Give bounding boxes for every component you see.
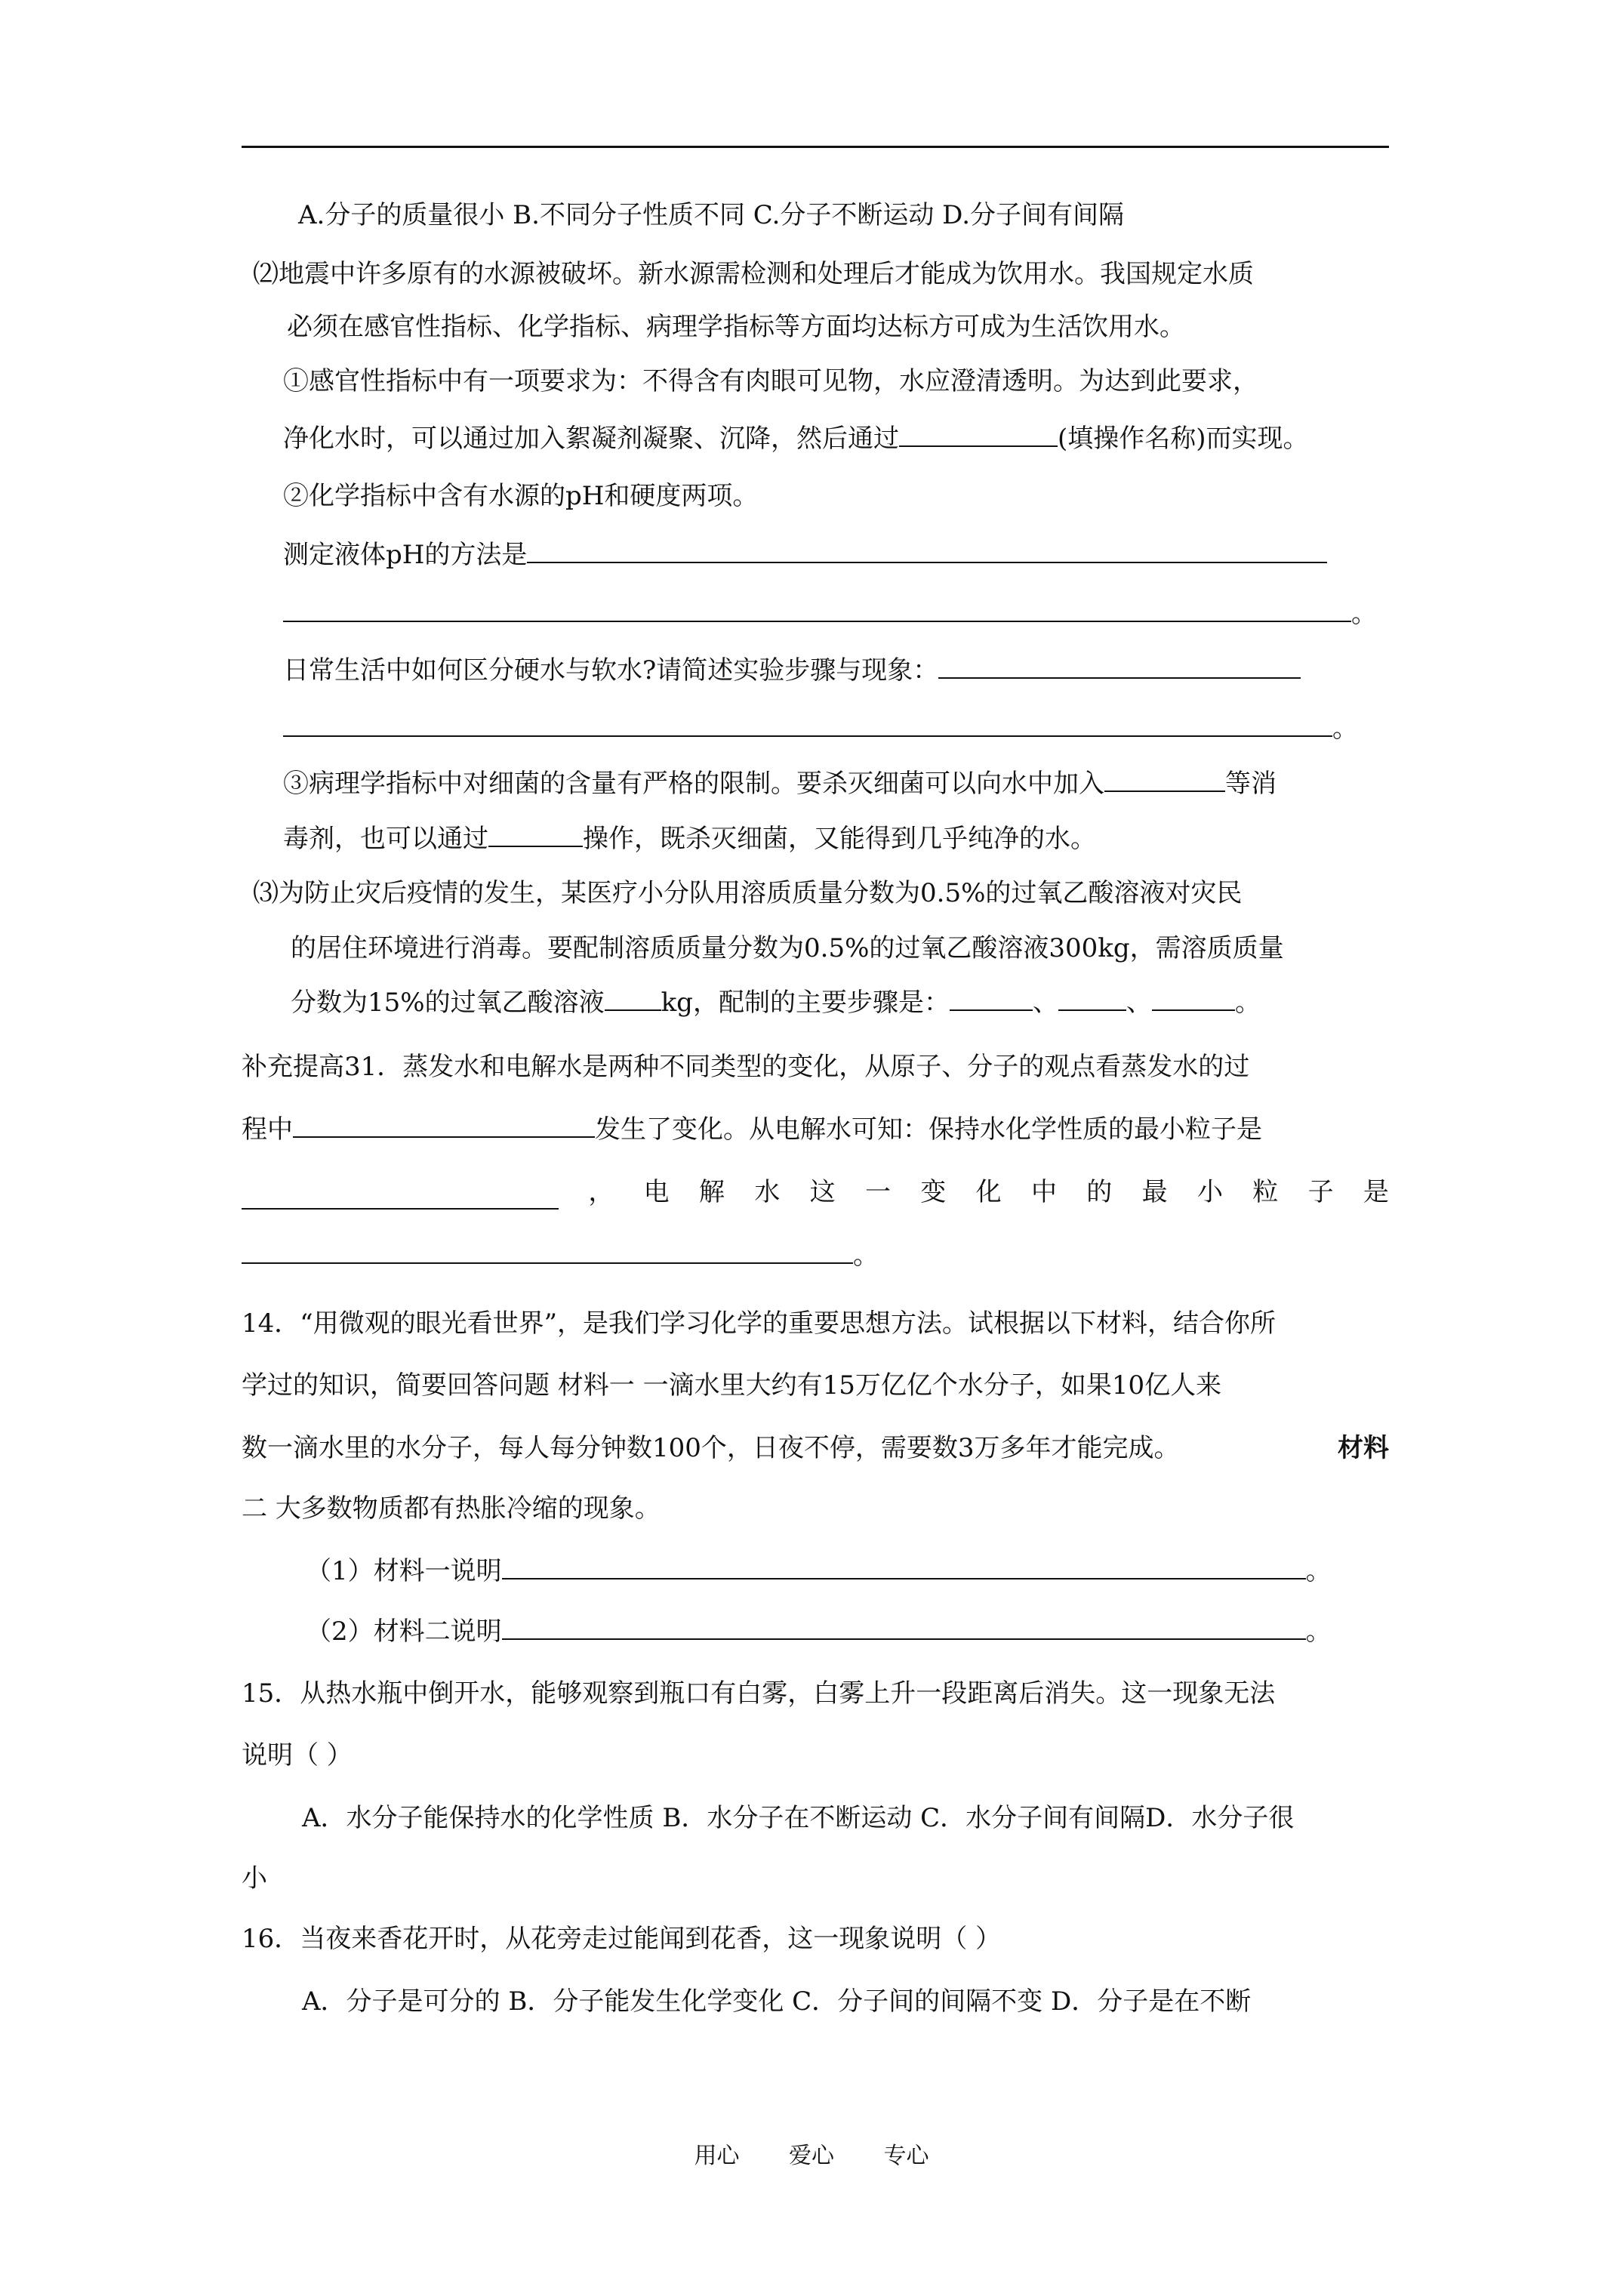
q3-line-2: 的居住环境进行消毒。要配制溶质质量分数为0.5%的过氧乙酸溶液300kg，需溶质质量 xyxy=(291,933,1284,963)
answer-blank-operation[interactable] xyxy=(899,423,1058,447)
q14-sub1-label: （1）材料一说明 xyxy=(306,1556,502,1586)
q2-hardness-line xyxy=(283,653,1301,688)
q2-s3-text-b: 等消 xyxy=(1225,769,1277,799)
prev-choices-line: A.分子的质量很小 B.不同分子性质不同 C.分子不断运动 D.分子间有间隔 xyxy=(298,200,1125,230)
q2-s3-text-a: ③病理学指标中对细菌的含量有严格的限制。要杀灭细菌可以向水中加入 xyxy=(283,769,1104,799)
q31-char: 子 xyxy=(1307,1177,1334,1207)
q14-sub1-end: 。 xyxy=(1305,1556,1332,1586)
q31-char: 小 xyxy=(1196,1177,1223,1207)
q31-end: 。 xyxy=(853,1240,879,1271)
q31-char: 化 xyxy=(975,1177,1002,1207)
answer-blank-hardness-cont[interactable] xyxy=(283,713,1332,737)
q2-hardness-label: 日常生活中如何区分硬水与软水?请简述实验步骤与现象： xyxy=(283,655,939,686)
answer-blank-mass[interactable] xyxy=(605,987,661,1011)
answer-blank-step-3[interactable] xyxy=(1152,987,1235,1011)
answer-blank-material-1[interactable] xyxy=(502,1555,1306,1579)
q2-ph-line-2 xyxy=(283,596,1377,631)
q14-line-1: 14．“用微观的眼光看世界”，是我们学习化学的重要思想方法。试根据以下材料，结合你所 xyxy=(242,1308,1277,1339)
answer-blank-operation-2[interactable] xyxy=(488,823,583,847)
q2-end-mark-2: 。 xyxy=(1332,713,1358,744)
q15-choices: A．水分子能保持水的化学性质 B．水分子在不断运动 C．水分子间有间隔D．水分子很 xyxy=(302,1803,1295,1833)
q14-line-3 xyxy=(242,1431,1389,1465)
q31-char: 这 xyxy=(809,1177,836,1207)
q3-text-b: kg，配制的主要步骤是： xyxy=(661,988,950,1018)
q2-s1-line-1: ①感官性指标中有一项要求为：不得含有肉眼可见物，水应澄清透明。为达到此要求， xyxy=(283,366,1258,396)
answer-blank-disinfectant[interactable] xyxy=(1104,768,1225,792)
answer-blank-evaporation[interactable] xyxy=(293,1114,595,1138)
footer-item: 用心 xyxy=(694,2143,740,2169)
q14-sub-1 xyxy=(306,1554,1332,1589)
q31-char: 电 xyxy=(643,1177,670,1207)
q2-s3-text-c: 毒剂，也可以通过 xyxy=(283,824,488,854)
q2-s1-text-a: 净化水时，可以通过加入絮凝剂凝聚、沉降，然后通过 xyxy=(283,424,899,454)
q16-line-1: 16．当夜来香花开时，从花旁走过能闻到花香，这一现象说明（ ） xyxy=(242,1924,1002,1954)
q2-ph-line xyxy=(283,538,1327,572)
answer-blank-material-2[interactable] xyxy=(502,1616,1306,1640)
q3-line-3 xyxy=(291,985,1261,1020)
q15-line-1: 15．从热水瓶中倒开水，能够观察到瓶口有白雾，白雾上升一段距离后消失。这一现象无法 xyxy=(242,1678,1276,1709)
q3-sep-2: 、 xyxy=(1126,988,1152,1018)
answer-blank-hardness[interactable] xyxy=(938,655,1301,679)
q14-sub2-end: 。 xyxy=(1305,1616,1332,1647)
q2-line-2: 必须在感官性指标、化学指标、病理学指标等方面均达标方可成为生活饮用水。 xyxy=(287,312,1185,342)
q2-end-mark-1: 。 xyxy=(1351,599,1377,629)
answer-blank-smallest-particle[interactable] xyxy=(242,1185,559,1210)
answer-blank-ph-method-cont[interactable] xyxy=(283,598,1351,622)
q2-s1-text-b: (填操作名称)而实现。 xyxy=(1058,424,1309,454)
q14-text-a: 数一滴水里的水分子，每人每分钟数100个，日夜不停，需要数3万多年才能完成。 xyxy=(242,1433,1180,1463)
q15-line-2: 说明（ ） xyxy=(242,1740,353,1771)
q2-hardness-line-2 xyxy=(283,711,1358,746)
answer-blank-step-1[interactable] xyxy=(950,987,1033,1011)
q31-line-3 xyxy=(242,1175,1389,1210)
header-rule xyxy=(242,146,1389,148)
q31-line-1: 补充提高31．蒸发水和电解水是两种不同类型的变化，从原子、分子的观点看蒸发水的过 xyxy=(242,1052,1250,1082)
q31-char: 变 xyxy=(920,1177,947,1207)
q31-char: 是 xyxy=(1363,1177,1389,1207)
answer-blank-step-2[interactable] xyxy=(1058,987,1126,1011)
q2-s1-line-2 xyxy=(283,421,1309,456)
q2-s3-text-d: 操作，既杀灭细菌，又能得到几乎纯净的水。 xyxy=(583,824,1096,854)
q31-char: 水 xyxy=(754,1177,781,1207)
q2-s2-line: ②化学指标中含有水源的pH和硬度两项。 xyxy=(283,481,759,511)
q15-choices-cont: 小 xyxy=(242,1863,267,1894)
q31-char: 中 xyxy=(1030,1177,1057,1207)
q31-text-a: 程中 xyxy=(242,1114,293,1145)
q2-s3-line-1 xyxy=(283,766,1277,801)
page-footer xyxy=(0,2137,1623,2170)
q31-char: ， xyxy=(588,1177,614,1207)
q31-line-2 xyxy=(242,1112,1262,1147)
footer-item: 专心 xyxy=(883,2143,929,2169)
q16-choices: A．分子是可分的 B．分子能发生化学变化 C．分子间的间隔不变 D．分子是在不断 xyxy=(302,1986,1252,2017)
q31-text-b: 发生了变化。从电解水可知：保持水化学性质的最小粒子是 xyxy=(595,1114,1262,1145)
q14-line-4: 二 大多数物质都有热胀冷缩的现象。 xyxy=(242,1493,661,1524)
q2-line-1: ⑵地震中许多原有的水源被破坏。新水源需检测和处理后才能成为饮用水。我国规定水质 xyxy=(253,259,1254,289)
q31-char: 粒 xyxy=(1252,1177,1279,1207)
footer-item: 爱心 xyxy=(789,2143,834,2169)
q2-s3-line-2 xyxy=(283,821,1096,856)
q31-char: 解 xyxy=(698,1177,725,1207)
q14-sub2-label: （2）材料二说明 xyxy=(306,1616,502,1647)
q31-char: 最 xyxy=(1141,1177,1168,1207)
q31-line-4 xyxy=(242,1238,879,1273)
answer-blank-ph-method[interactable] xyxy=(527,539,1327,563)
q3-line-1: ⑶为防止灾后疫情的发生，某医疗小分队用溶质质量分数为0.5%的过氧乙酸溶液对灾民 xyxy=(253,878,1243,908)
q31-char: 一 xyxy=(864,1177,891,1207)
q14-text-b: 材料 xyxy=(1338,1433,1389,1463)
q14-sub-2 xyxy=(306,1614,1332,1649)
q31-char: 的 xyxy=(1086,1177,1113,1207)
q3-sep-1: 、 xyxy=(1032,988,1058,1018)
q3-end: 。 xyxy=(1234,988,1261,1018)
q14-line-2: 学过的知识，简要回答问题 材料一 一滴水里大约有15万亿亿个水分子，如果10亿人来 xyxy=(242,1370,1222,1401)
q2-ph-label: 测定液体pH的方法是 xyxy=(283,540,528,570)
answer-blank-electrolysis[interactable] xyxy=(242,1240,853,1264)
q3-text-a: 分数为15%的过氧乙酸溶液 xyxy=(291,988,605,1018)
